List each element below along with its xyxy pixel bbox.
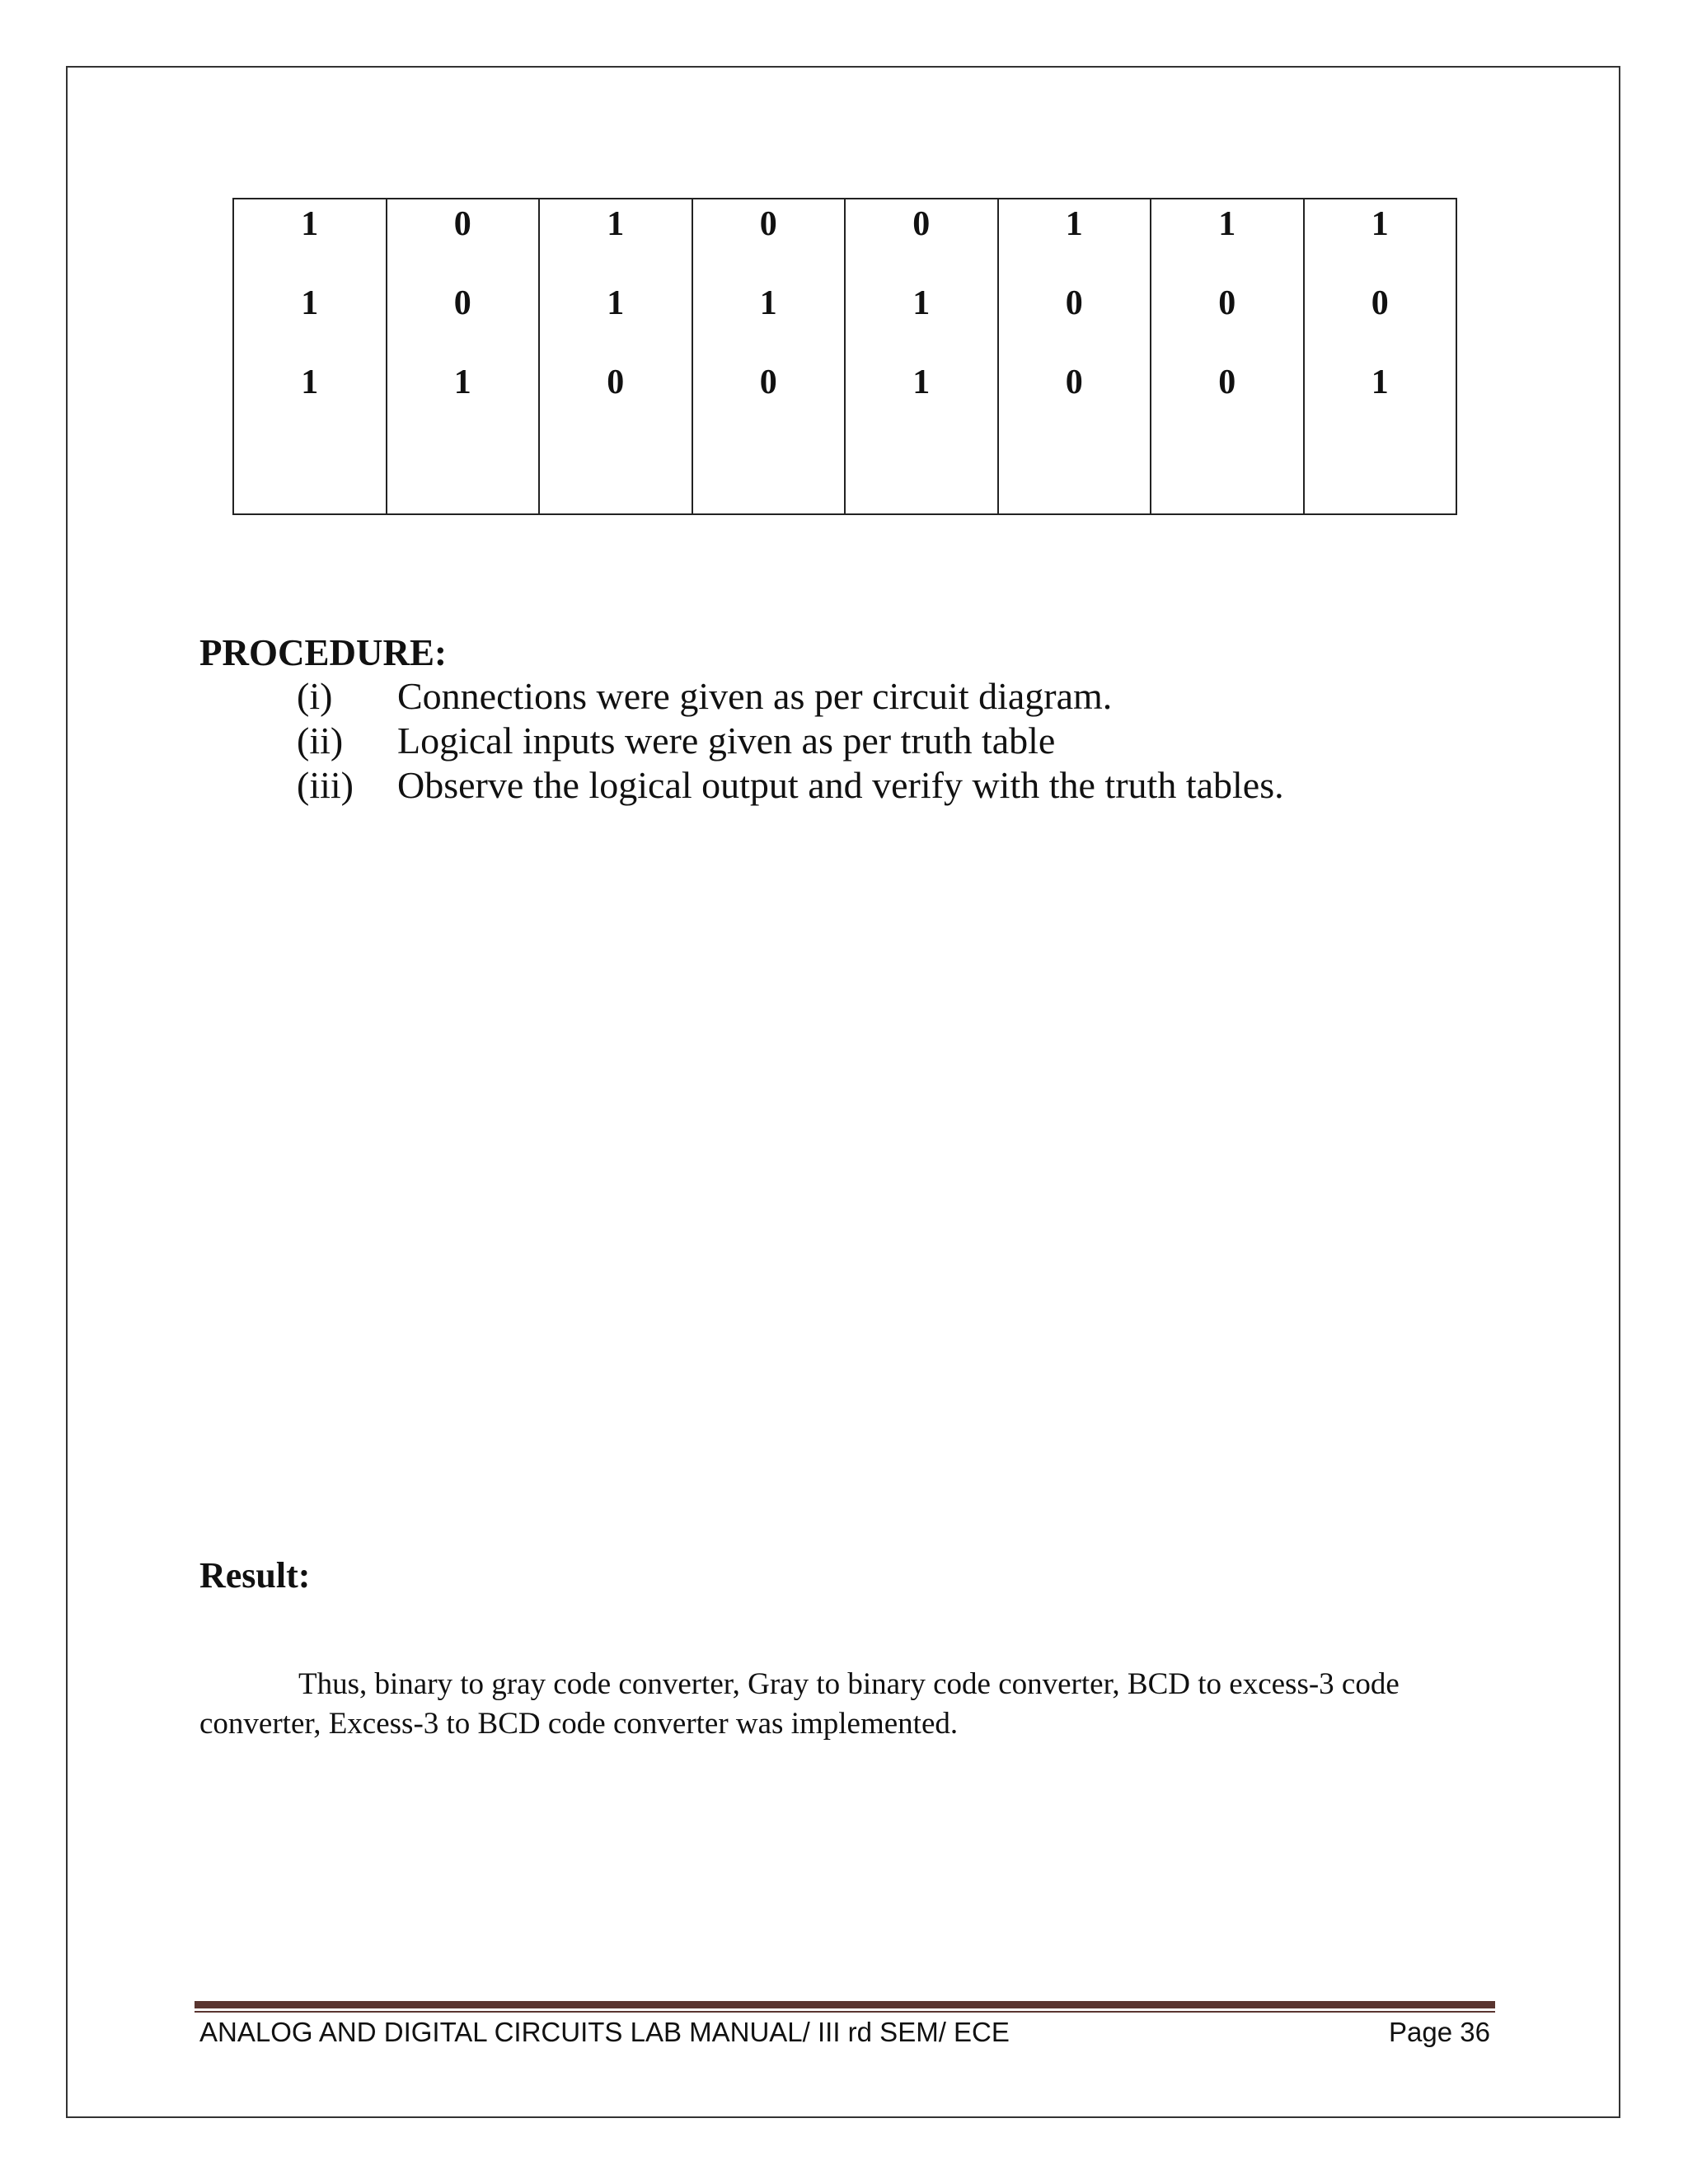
truth-table	[232, 198, 1457, 515]
procedure-step	[297, 763, 1284, 808]
cell-value: 0	[1065, 284, 1083, 322]
cell-value: 0	[453, 284, 471, 322]
cell-value: 0	[1371, 284, 1389, 322]
table-cell	[233, 199, 387, 514]
cell-value: 0	[1065, 363, 1083, 401]
cell-value: 0	[912, 205, 931, 243]
step-text: Observe the logical output and verify with the truth tables.	[397, 764, 1284, 806]
cell-value: 0	[759, 205, 777, 243]
table-cell	[845, 199, 998, 514]
procedure-heading: PROCEDURE:	[199, 632, 447, 673]
cell-value: 1	[301, 205, 319, 243]
table-cell	[692, 199, 846, 514]
table-cell	[539, 199, 692, 514]
table-cell	[387, 199, 540, 514]
step-number: (ii)	[297, 719, 344, 762]
cell-value: 1	[1371, 205, 1389, 243]
table-cell	[1151, 199, 1304, 514]
cell-value: 0	[607, 363, 625, 401]
cell-value: 0	[453, 205, 471, 243]
result-heading: Result:	[199, 1555, 311, 1596]
table-cell	[1304, 199, 1457, 514]
cell-value: 1	[607, 205, 625, 243]
cell-value: 0	[1218, 363, 1236, 401]
table-row	[233, 199, 1456, 514]
procedure-list	[297, 674, 1284, 808]
cell-value: 0	[759, 363, 777, 401]
cell-value: 1	[301, 363, 319, 401]
table-cell	[998, 199, 1151, 514]
step-text: Connections were given as per circuit diagram.	[397, 675, 1113, 717]
cell-value: 1	[912, 284, 931, 322]
step-number: (iii)	[297, 764, 354, 806]
cell-value: 1	[759, 284, 777, 322]
procedure-step	[297, 719, 1284, 763]
cell-value: 1	[1065, 205, 1083, 243]
cell-value: 1	[301, 284, 319, 322]
cell-value: 1	[1371, 363, 1389, 401]
cell-value: 0	[1218, 284, 1236, 322]
cell-value: 1	[607, 284, 625, 322]
step-text: Logical inputs were given as per truth table	[397, 719, 1056, 762]
cell-value: 1	[1218, 205, 1236, 243]
footer-title: ANALOG AND DIGITAL CIRCUITS LAB MANUAL/ III rd SEM/ ECE	[199, 2017, 1010, 2047]
footer-rule-thin	[195, 2011, 1495, 2013]
cell-value: 1	[912, 363, 931, 401]
step-number: (i)	[297, 675, 333, 717]
page-number: Page 36	[1389, 2017, 1490, 2047]
footer-rule	[195, 2001, 1495, 2008]
procedure-step	[297, 674, 1284, 719]
result-paragraph: Thus, binary to gray code converter, Gray to binary code converter, BCD to excess-3 code converter, Excess-3 to BCD code converter was implemented.	[199, 1667, 1400, 1741]
cell-value: 1	[453, 363, 471, 401]
